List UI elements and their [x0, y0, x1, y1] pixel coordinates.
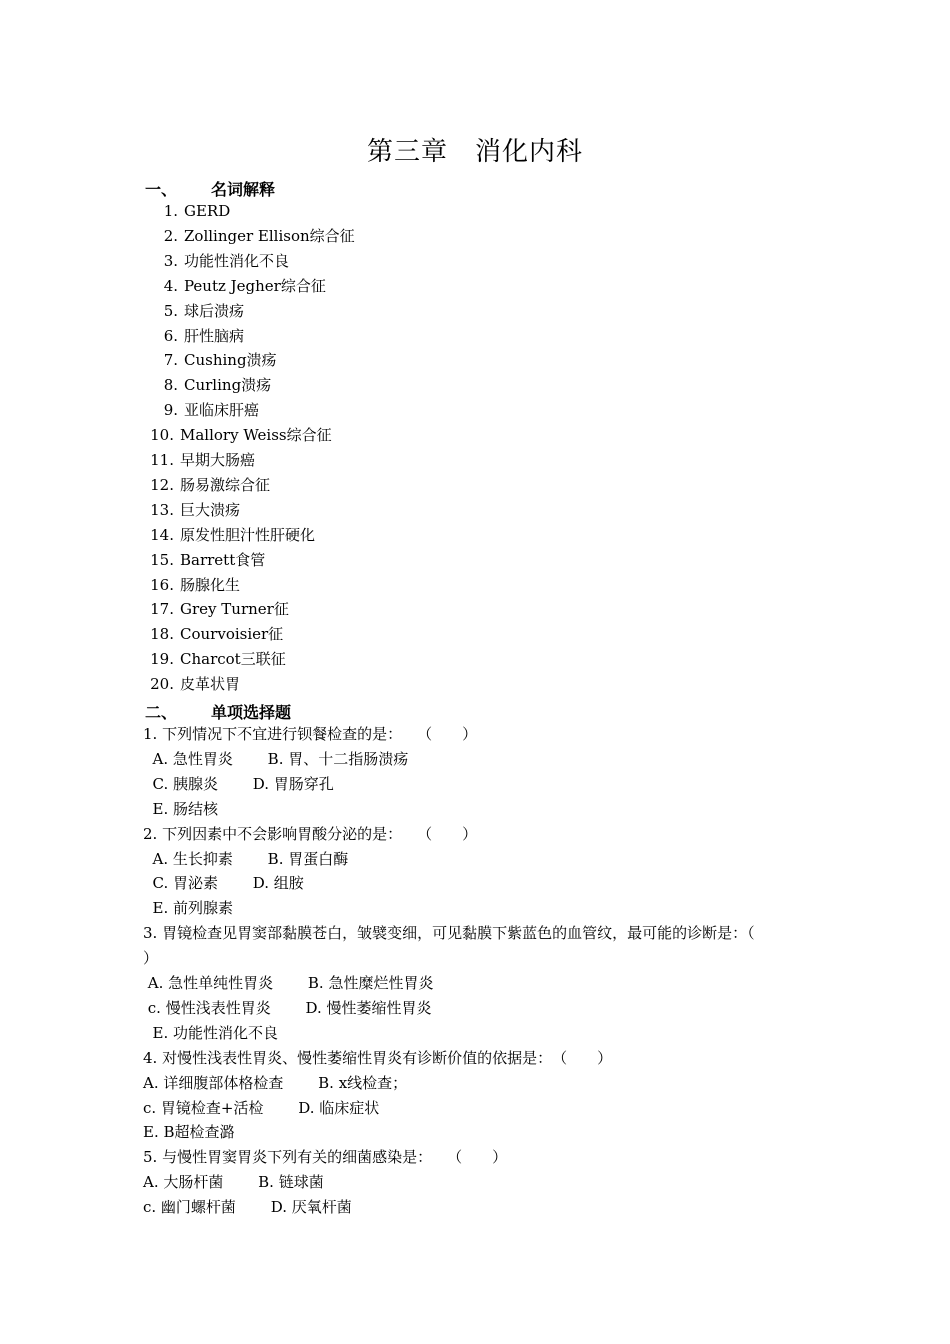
list-item: [140, 624, 283, 644]
section-heading-1: [145, 177, 275, 200]
term-text: 早期大肠癌: [180, 451, 256, 469]
term-text: Zollinger Ellison综合征: [184, 226, 355, 245]
question-line: c. 胃镜检查+活检 D. 临床症状: [143, 1098, 380, 1117]
list-item: [140, 674, 240, 694]
section-number: 二、: [145, 703, 178, 722]
list-item: [148, 375, 271, 395]
question-line: A. 详细腹部体格检查 B. x线检查；: [143, 1073, 408, 1092]
question-line: A. 大肠杆菌 B. 链球菌: [143, 1173, 324, 1192]
term-number: 16.: [150, 575, 174, 594]
list-item: [140, 500, 240, 520]
term-number: 20.: [150, 675, 174, 694]
term-text: Courvoisier征: [180, 625, 284, 644]
term-text: Cushing溃疡: [184, 351, 277, 370]
list-item: [140, 575, 240, 595]
question-line: E. 前列腺素: [143, 899, 234, 918]
section-heading-2: [145, 700, 291, 723]
term-text: 肝性脑病: [184, 326, 245, 345]
term-text: Grey Turner征: [180, 600, 289, 619]
list-item: [148, 201, 230, 221]
term-number: 14.: [150, 525, 174, 544]
question-line: 4. 对慢性浅表性胃炎、慢性萎缩性胃炎有诊断价值的依据是： （ ）: [143, 1048, 613, 1067]
list-item: [148, 301, 244, 321]
question-line: A. 急性胃炎 B. 胃、十二指肠溃疡: [143, 749, 409, 768]
list-item: [140, 425, 332, 445]
term-text: 功能性消化不良: [184, 251, 290, 270]
question-line: ）: [143, 949, 159, 968]
question-line: A. 急性单纯性胃炎 B. 急性糜烂性胃炎: [143, 974, 434, 992]
question-line: 3. 胃镜检查见胃窦部黏膜苍白，皱襞变细，可见黏膜下紫蓝色的血管纹，最可能的诊断是：（: [143, 924, 755, 943]
question-line: E. 功能性消化不良: [143, 1023, 279, 1042]
list-item: [148, 226, 355, 246]
term-number: 15.: [150, 550, 174, 569]
term-number: 10.: [150, 426, 174, 445]
section-title: 名词解释: [211, 180, 276, 199]
term-number: 2.: [163, 226, 178, 245]
page-title: 第三章 消化内科: [366, 137, 583, 167]
term-text: Mallory Weiss综合征: [180, 426, 332, 445]
term-text: GERD: [184, 202, 231, 220]
term-text: Barrett食管: [180, 550, 266, 569]
term-number: 19.: [150, 650, 174, 669]
list-item: [140, 550, 265, 570]
list-item: [140, 599, 289, 619]
term-text: 巨大溃疡: [180, 500, 241, 519]
term-text: 亚临床肝癌: [184, 401, 260, 420]
list-item: [140, 649, 286, 669]
term-number: 18.: [150, 625, 174, 644]
list-item: [148, 251, 289, 271]
question-line: C. 胰腺炎 D. 胃肠穿孔: [143, 774, 334, 793]
term-number: 13.: [150, 500, 174, 519]
term-text: 原发性胆汁性肝硬化: [180, 525, 316, 544]
term-number: 12.: [150, 475, 174, 494]
term-number: 1.: [163, 202, 178, 220]
term-text: 肠易激综合征: [180, 475, 271, 494]
term-number: 9.: [163, 401, 178, 420]
question-line: E. 肠结核: [143, 799, 219, 818]
list-item: [140, 450, 255, 470]
list-item: [148, 400, 259, 420]
section-title: 单项选择题: [211, 703, 292, 722]
question-line: 5. 与慢性胃窦胃炎下列有关的细菌感染是： （ ）: [143, 1148, 508, 1167]
question-line: c. 慢性浅表性胃炎 D. 慢性萎缩性胃炎: [143, 998, 432, 1017]
term-text: 皮革状胃: [180, 675, 241, 694]
term-number: 8.: [163, 376, 178, 395]
list-item: [140, 475, 270, 495]
question-line: c. 幽门螺杆菌 D. 厌氧杆菌: [143, 1198, 352, 1217]
section-number: 一、: [145, 180, 178, 199]
list-item: [148, 326, 244, 346]
term-text: Peutz Jegher综合征: [184, 276, 326, 295]
term-number: 6.: [163, 326, 178, 345]
term-text: Curling溃疡: [184, 376, 272, 395]
question-line: 2. 下列因素中不会影响胃酸分泌的是： （ ）: [143, 824, 478, 843]
term-number: 17.: [150, 600, 174, 619]
term-number: 11.: [150, 451, 174, 469]
list-item: [140, 525, 315, 545]
question-line: A. 生长抑素 B. 胃蛋白酶: [143, 849, 349, 868]
term-text: 球后溃疡: [184, 301, 245, 320]
question-line: E. B超检查潞: [143, 1123, 235, 1142]
list-item: [148, 276, 326, 296]
term-text: 肠腺化生: [180, 575, 241, 594]
term-text: Charcot三联征: [180, 650, 286, 669]
term-number: 3.: [163, 251, 178, 270]
question-line: C. 胃泌素 D. 组胺: [143, 874, 304, 893]
question-line: 1. 下列情况下不宜进行钡餐检查的是： （ ）: [143, 725, 478, 743]
list-item: [148, 350, 277, 370]
term-number: 7.: [163, 351, 178, 370]
term-number: 4.: [163, 276, 178, 295]
term-number: 5.: [163, 301, 178, 320]
